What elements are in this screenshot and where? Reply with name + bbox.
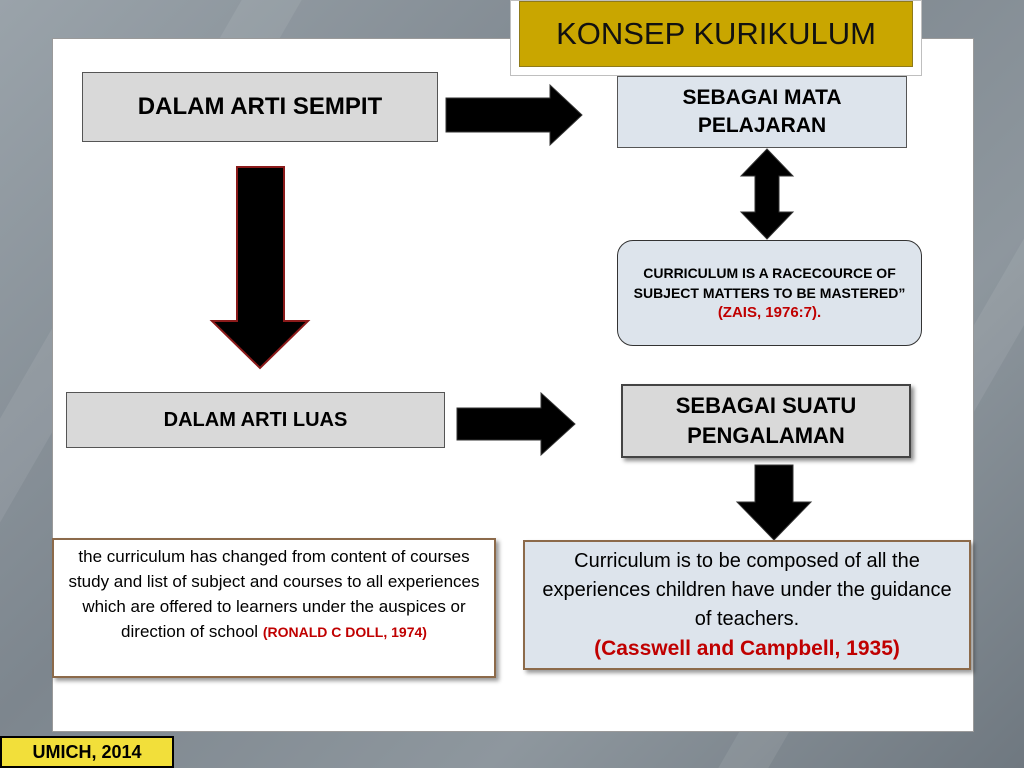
node-as-experience — [621, 384, 911, 458]
slide-title: KONSEP KURIKULUM — [519, 1, 913, 67]
node-broad-sense-label: DALAM ARTI LUAS — [163, 408, 348, 431]
arrow-down-narrow-to-broad — [210, 166, 310, 370]
title-frame — [510, 0, 922, 76]
node-as-experience-label: SEBAGAI SUATU PENGALAMAN — [675, 393, 857, 448]
arrow-bidirectional-subject-zais — [739, 148, 795, 240]
casswell-citation: (Casswell and Campbell, 1935) — [594, 637, 900, 660]
node-zais-quote — [617, 240, 922, 346]
node-casswell-quote — [523, 540, 971, 670]
node-broad-sense — [66, 392, 445, 448]
node-as-subject-label: SEBAGAI MATA PELAJARAN — [682, 86, 842, 137]
doll-citation: (RONALD C DOLL, 1974) — [262, 624, 427, 640]
node-doll-quote — [52, 538, 496, 678]
node-narrow-sense-label: DALAM ARTI SEMPIT — [137, 93, 383, 120]
node-narrow-sense — [82, 72, 438, 142]
footer-label: UMICH, 2014 — [0, 736, 174, 768]
zais-quote-text: CURRICULUM IS A RACECOURCE OF SUBJECT MATTERS TO BE MASTERED” — [633, 265, 906, 301]
zais-citation: (ZAIS, 1976:7). — [717, 304, 822, 321]
arrow-down-experience-to-casswell — [735, 464, 813, 542]
node-as-subject — [617, 76, 907, 148]
arrow-right-narrow-to-subject — [444, 84, 584, 148]
arrow-right-broad-to-experience — [455, 392, 577, 456]
doll-quote-text: the curriculum has changed from content of courses study and list of subject and courses to all experiences which are offered to learners under the auspices or direction of school — [68, 547, 480, 641]
casswell-quote-text: Curriculum is to be composed of all the experiences children have under the guidance of teachers. — [542, 550, 952, 630]
